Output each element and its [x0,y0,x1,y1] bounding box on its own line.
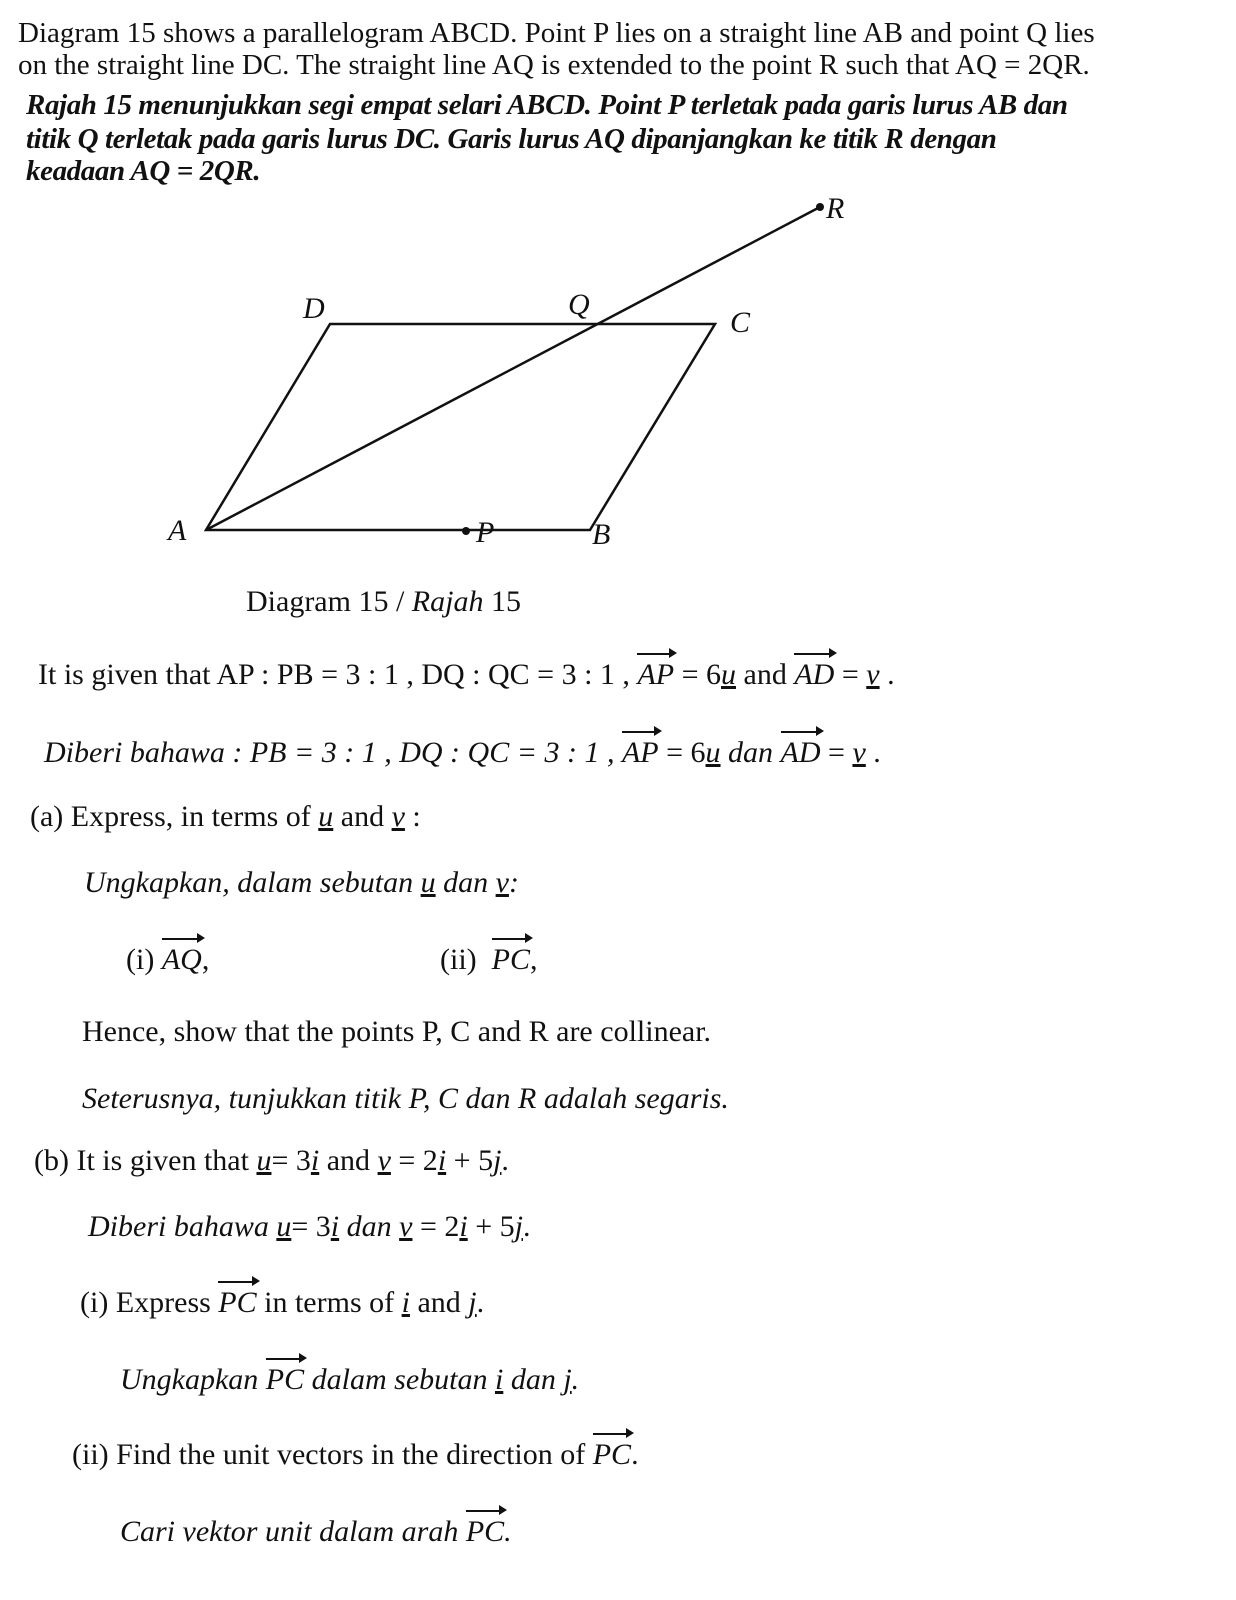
given-ms: Diberi bahawa : PB = 3 : 1 , DQ : QC = 3 : 1 , AP = 6u dan AD = v . [44,728,881,769]
intro-en-line-2: on the straight line DC. The straight line AQ is extended to the point R such that AQ = 2QR. [18,49,1090,81]
part-a-question-ms: Ungkapkan, dalam sebutan u dan v: [84,866,519,899]
vector-pc-a: PC [492,935,530,976]
part-b-ii: (ii) Find the unit vectors in the direction of PC. [72,1430,639,1471]
parallelogram-diagram [0,180,900,630]
part-a-question: (a) Express, in terms of u and v : [30,800,421,833]
vector-aq: AQ [162,935,202,976]
part-a-hence-ms: Seterusnya, tunjukkan titik P, C dan R adalah segaris. [82,1082,729,1115]
label-b: B [592,518,611,551]
given-en: It is given that AP : PB = 3 : 1 , DQ : QC = 3 : 1 , AP = 6u and AD = v . [38,650,895,691]
part-b-question: (b) It is given that u= 3i and v = 2i + 5j. [34,1144,509,1177]
vector-ad-ms: AD [781,728,821,769]
line-aqr [206,207,820,530]
diagram-caption: Diagram 15 / Rajah 15 [246,585,521,618]
vector-pc-b-ii: PC [593,1430,631,1471]
part-b-i-ms: Ungkapkan PC dalam sebutan i dan j. [120,1355,579,1396]
intro-ms-line-3: keadaan AQ = 2QR. [26,155,261,187]
part-a-i: (i) AQ, [126,935,209,976]
part-b-i: (i) Express PC in terms of i and j. [80,1278,484,1319]
vector-pc-b-i: PC [218,1278,256,1319]
label-d: D [303,292,325,325]
label-c: C [730,306,751,339]
intro-en-line-1: Diagram 15 shows a parallelogram ABCD. Point P lies on a straight line AB and point Q lies [18,17,1095,49]
label-q: Q [568,288,590,321]
vector-ap: AP [637,650,674,691]
point-p-dot [462,527,470,535]
parallelogram-abcd [206,324,715,530]
vector-pc-b-ii-ms: PC [466,1507,504,1548]
label-p: P [476,516,495,549]
part-a-hence-en: Hence, show that the points P, C and R are collinear. [82,1015,712,1048]
label-a: A [168,514,187,547]
vector-ad: AD [794,650,834,691]
part-b-ii-ms: Cari vektor unit dalam arah PC. [120,1507,512,1548]
label-r: R [826,192,845,225]
vector-pc-b-i-ms: PC [266,1355,304,1396]
point-r-dot [816,203,824,211]
part-b-question-ms: Diberi bahawa u= 3i dan v = 2i + 5j. [88,1210,531,1243]
part-a-ii: (ii) PC, [440,935,538,976]
intro-ms-line-1: Rajah 15 menunjukkan segi empat selari ABCD. Point P terletak pada garis lurus AB dan [26,89,1068,121]
vector-ap-ms: AP [622,728,659,769]
intro-ms-line-2: titik Q terletak pada garis lurus DC. Garis lurus AQ dipanjangkan ke titik R dengan [26,123,997,155]
